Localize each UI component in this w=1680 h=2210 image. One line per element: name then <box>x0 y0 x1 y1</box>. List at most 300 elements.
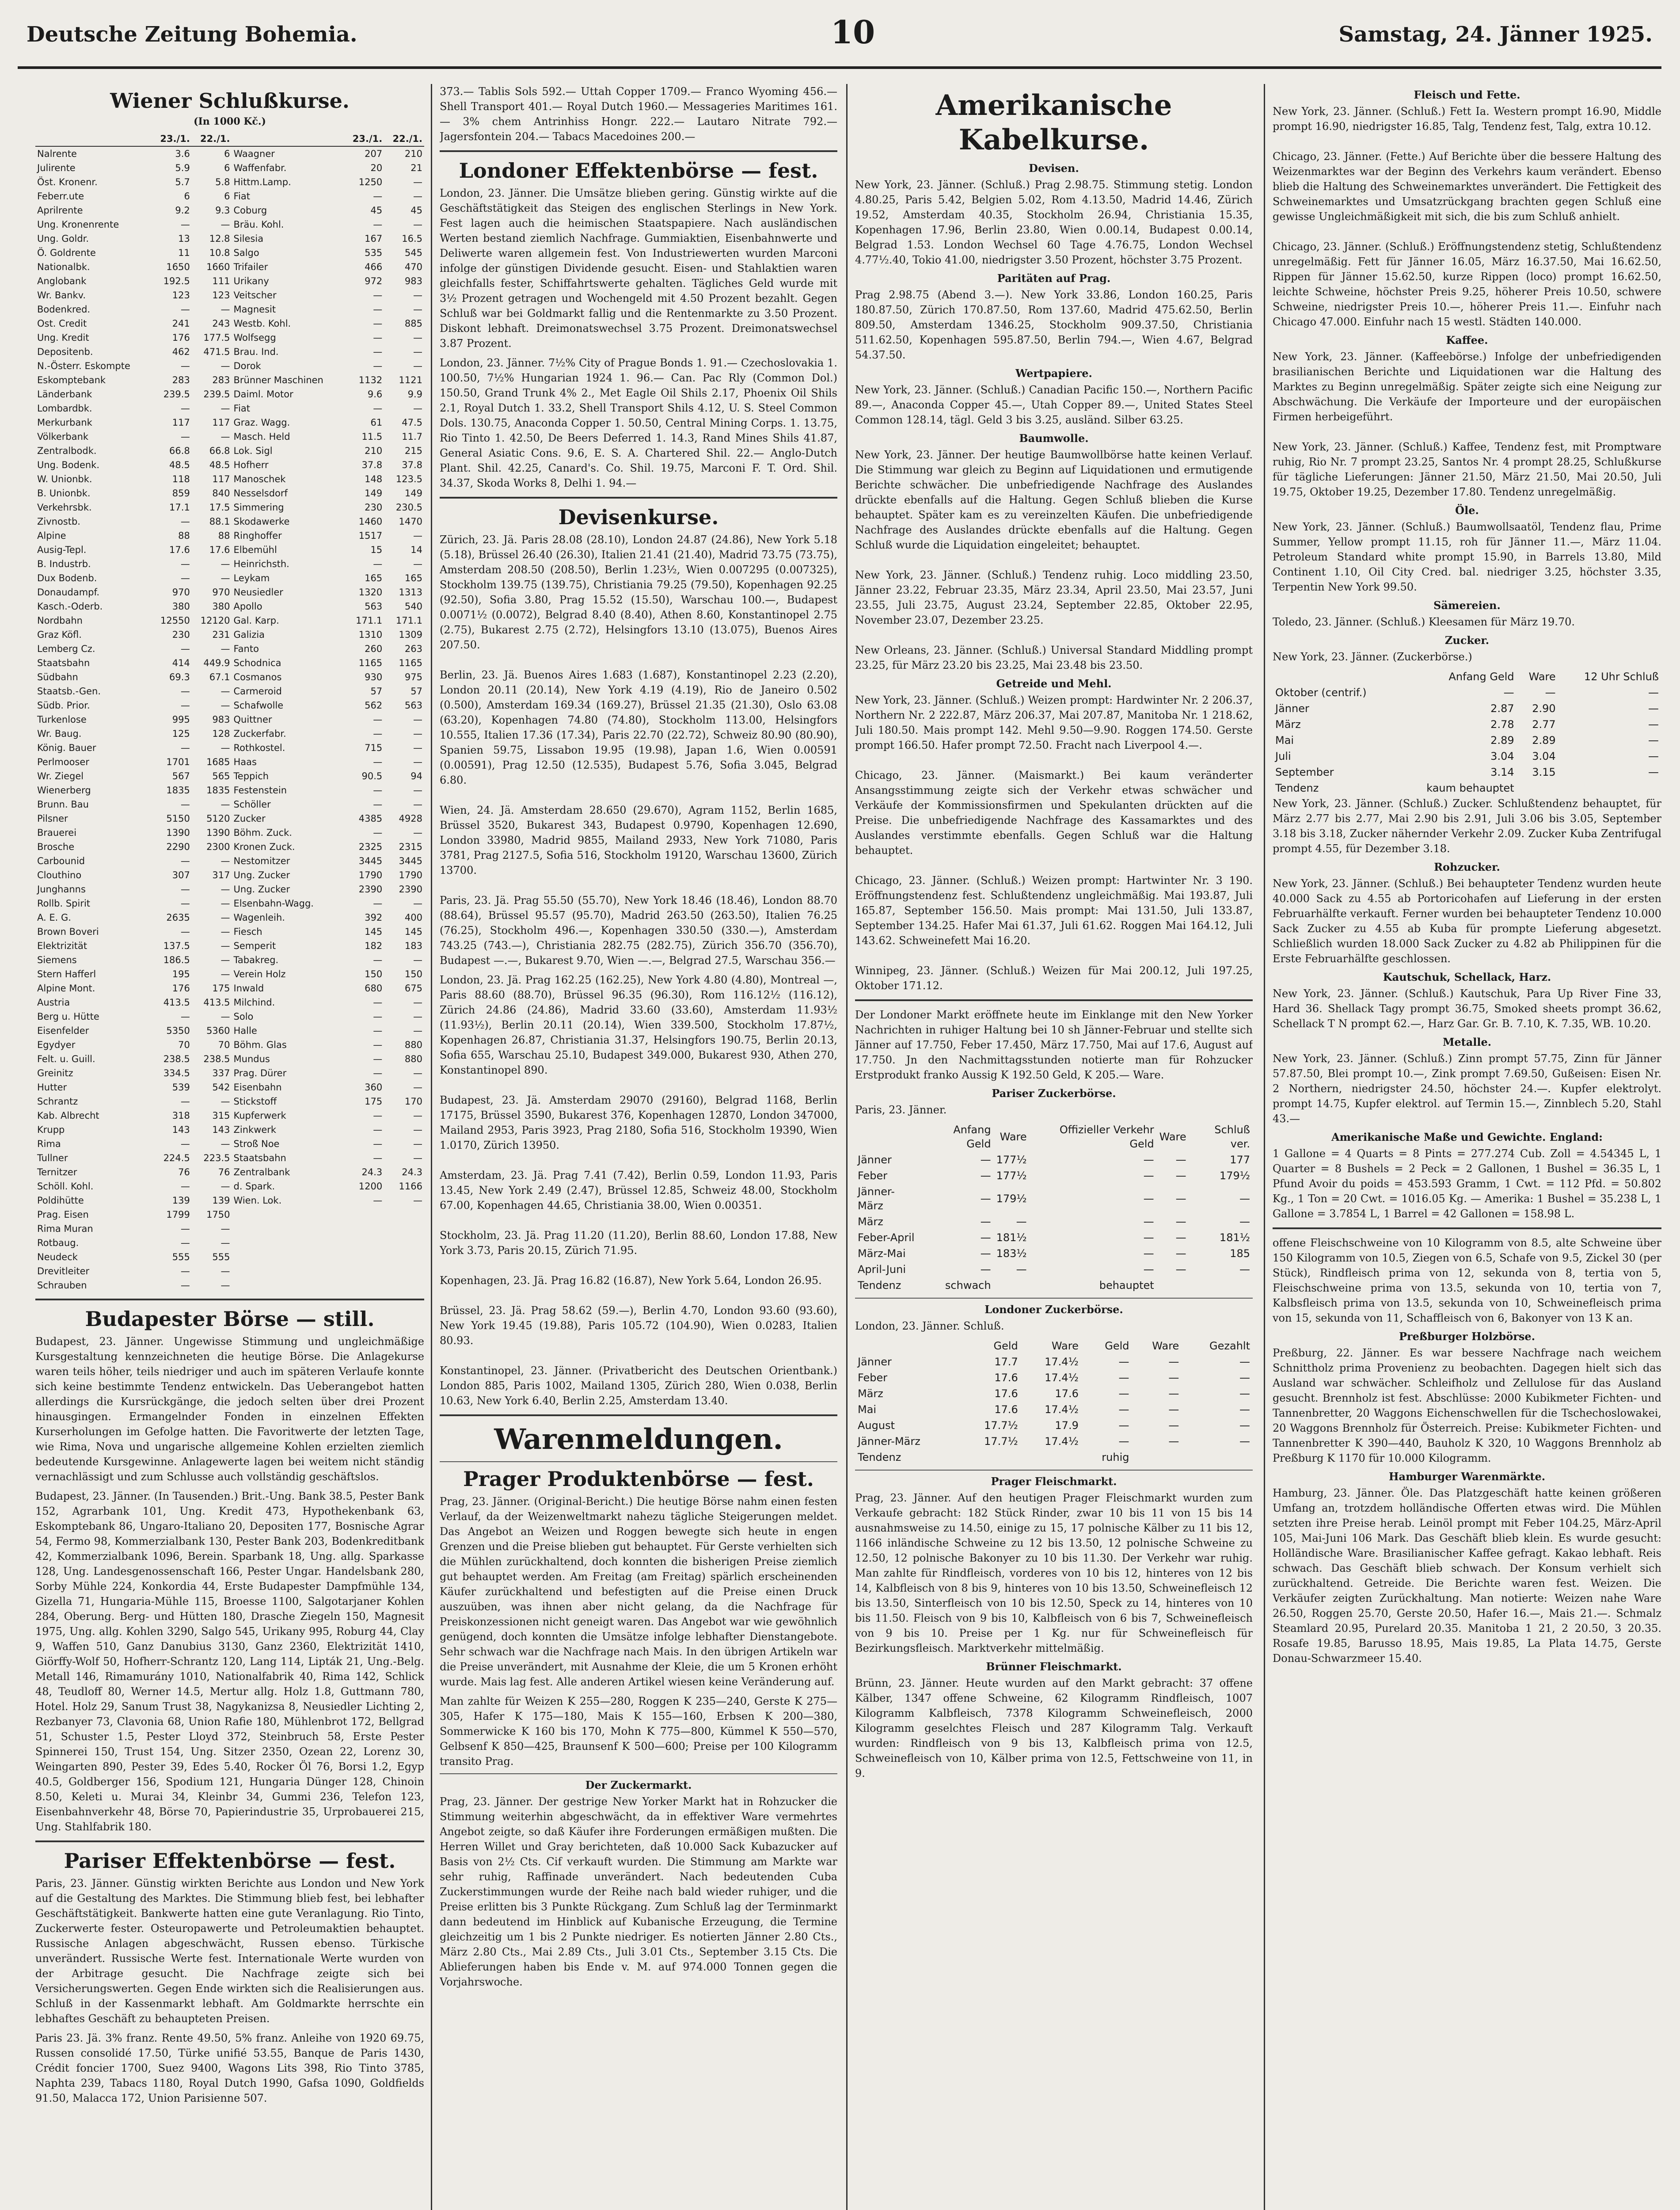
table-row <box>35 175 424 189</box>
table-cell <box>232 1250 344 1264</box>
table-cell: 6 <box>184 191 190 202</box>
table-row <box>35 1222 424 1236</box>
table-cell: Ung. Bodenk. <box>37 460 100 470</box>
table-cell: 170 <box>404 1096 422 1107</box>
table-cell: 239.5 <box>163 389 190 400</box>
table-cell: 1165 <box>358 658 383 668</box>
table-cell: ruhig <box>1102 1451 1129 1463</box>
table-cell: 9.3 <box>215 205 230 216</box>
table-cell: Zinkwerk <box>233 1124 277 1135</box>
fleisch-text: Prag, 23. Jänner. Auf den heutigen Prager Fleischmarkt wurden zum Verkaufe gebracht: 182 Stück Rinder, zwar 10 bis 11 von 15 bis 14 ausnahmsweise zu 14.50, einige zu 15, 17 polnische Kälber zu 11 bis 12, 1166 inländische Schweine zu 12 bis 13.50, 12 polnische Schweine zu 12.50, 12 polnische Bakonyer zu 10 bis 11.30. Der Verkehr war ruhig. Man zahlte für Rindfleisch, vorderes von 10 bis 12, hinteres von 12 bis 14, Kalbfleisch von 8 bis 9, hinteres von 10 bis 13.50, Schweinefleisch 12 bis 13.50, Sinterfleisch von 10 bis 12.50, Speck zu 14, hinteres von 10 bis 11.50. Fleisch von 9 bis 10, Kalbfleisch von 6 bis 7, Schweinefleisch von 9 bis 10. Preise per 1 Kg. nur für Schweinefleisch für Bezirkungsfleisch. Marktverkehr mittelmäßig. <box>855 1492 1253 1654</box>
table-cell: 177.5 <box>203 332 230 343</box>
table-cell <box>384 1278 424 1292</box>
table-row <box>35 868 424 882</box>
table-cell: 562 <box>365 700 383 711</box>
table-cell: Leykam <box>233 573 270 583</box>
table-cell: Lemberg Cz. <box>37 644 95 654</box>
table-cell <box>344 1250 384 1264</box>
table-cell: Ung. Goldr. <box>37 233 89 244</box>
table-cell: Waagner <box>233 149 275 159</box>
table-cell: 179½ <box>1219 1170 1250 1182</box>
table-row <box>855 1386 1253 1402</box>
table-row <box>35 741 424 755</box>
hamburg-head: Hamburger Warenmärkte. <box>1388 1470 1546 1483</box>
table-cell: — <box>1168 1403 1179 1416</box>
table-cell: A. E. G. <box>37 912 71 923</box>
amer-text-2: Prag 2.98.75 (Abend 3.—). New York 33.86, London 160.25, Paris 180.87.50, Zürich 170.87.50, Rom 137.60, Madrid 475.62.50, Berlin 809.50, Amsterdam 1346.25, Stockholm 909.37.50, Christiania 511.62.50, Kopenhagen 595.87.50, Berlin 794.—, Wien 4.67, Belgrad 54.37.50. <box>855 289 1253 361</box>
table-cell: 238.5 <box>163 1054 190 1064</box>
table-cell: Brown Boveri <box>37 926 99 937</box>
table-cell: Wolfsegg <box>233 332 276 343</box>
table-cell: 21 <box>410 163 422 173</box>
table-cell: — <box>220 969 230 979</box>
table-cell: — <box>220 1139 230 1149</box>
section-divider <box>440 1773 837 1774</box>
table-cell: — <box>373 1195 383 1206</box>
table-cell: Jänner-März <box>858 1435 920 1448</box>
table-cell: Staatsbahn <box>37 658 90 668</box>
table-cell: 47.5 <box>402 417 422 428</box>
table-cell: März <box>858 1216 883 1228</box>
table-cell: Nalrente <box>37 149 77 159</box>
table-row <box>35 1179 424 1193</box>
table-cell <box>1517 780 1558 796</box>
table-cell: — <box>413 177 422 187</box>
table-cell: N.-Österr. Eskompte <box>37 361 130 371</box>
table-cell: — <box>413 1082 422 1093</box>
table-cell: Carbounid <box>37 856 85 866</box>
table-row <box>1273 748 1661 764</box>
table-row <box>855 1433 1253 1449</box>
table-cell: Lok. Sigl <box>233 446 273 456</box>
table-cell: 970 <box>212 587 230 598</box>
table-cell: Ware <box>1051 1340 1079 1352</box>
table-cell: Offizieller Verkehr Geld <box>1059 1124 1154 1150</box>
table-cell: 5120 <box>206 813 230 824</box>
table-cell: 6 <box>224 149 230 159</box>
table-cell: 4928 <box>399 813 422 824</box>
table-cell: schwach <box>945 1279 991 1292</box>
table-row <box>35 642 424 656</box>
table-cell: Haas <box>233 757 257 767</box>
table-cell: Gezahlt <box>1209 1340 1250 1352</box>
ny-zucker-table <box>1273 669 1661 796</box>
table-cell: 15 <box>370 545 383 555</box>
table-row <box>35 345 424 359</box>
table-cell: — <box>180 219 190 230</box>
table-cell: — <box>1118 1372 1129 1384</box>
table-cell: September <box>1275 766 1334 778</box>
london-text-2: London, 23. Jänner. 7½% City of Prague Bonds 1. 91.— Czechoslovakia 1. 100.50, 7½% Hungarian 1924 1. 96.— Can. Pac Rly (Common Dol.) 150.50, Grand Trunk 4% 2., Met Eagle Oil Shils 2.17, Phoenix Oil Shils 2.1, Royal Dutch 1. 33.2, Shell Transport Shils 4.12, U. S. Steel Common Dols. 130.75, Anaconda Copper 1. 50.50, Central Mining Corps. 1. 13.75, Rio Tinto 1. 42.50, De Beers Deferred 1. 14.3, Rand Mines Shils 41.87, General Asiatic Cons. 9.6, E. S. A. Chartered Shil. 22.— Anglo-Dutch Plant. Shil. 42.25, Canard's. Co. Shil. 19.75, Marconi F. T. Ord. Shil. 34.37, Skoda Works 8, Delhi 1. 94.— <box>440 357 837 489</box>
table-cell: Ung. Zucker <box>233 870 290 880</box>
table-cell: — <box>1239 1403 1250 1416</box>
table-row <box>855 1449 1253 1465</box>
table-cell: Tabakreg. <box>233 955 279 965</box>
table-row <box>35 1208 424 1222</box>
devisen-text-1: Zürich, 23. Jä. Paris 28.08 (28.10), London 24.87 (24.86), New York 5.18 (5.18), Brüssel 26.40 (26.30), Italien 21.41 (21.40), Madrid 73.75 (73.75), Amsterdam 208.50 (208.50), Berlin 1.23½, Wien 0.007295 (0.007325), Stockholm 139.75 (139.75), Christiania 79.25 (79.50), Kopenhagen 92.25 (92.50), Sofia 3.80, Prag 15.52 (15.50), Warschau 100.—, Budapest 0.0071½ (0.0072), Belgrad 8.40 (8.40), Athen 8.60, Konstantinopel 2.75 (2.75), Bukarest 2.75 (2.72), Helsingfors 13.10 (13.075), Buenos Aires 207.50. Berlin, 23. Jä. Buenos Aires 1.683 (1.687), Konstantinopel 2.23 (2.20), London 20.11 (20.14), New York 4.19 (4.19), Rio de Janeiro 0.502 (0.500), Amsterdam 169.34 (169.27), Brüssel 21.35 (21.30), Oslo 63.08 (63.20), Kopenhagen 74.80 (74.80), Stockholm 113.00, Helsingfors 10.555, Italien 17.36 (17.34), Paris 22.70 (22.72), Schweiz 80.90 (80.90), Spanien 59.75, Lissabon 19.95 (19.98), Japan 1.6, Wien 0.00591 (0.00591), Prag 12.50 (12.535), Budapest 5.76, Sofia 3.045, Belgrad 6.80. Wien, 24. Jä. Amsterdam 28.650 (29.670), Agram 1152, Berlin 1685, Brüssel 3520, Bukarest 343, Budapest 0.9790, Kopenhagen 12.690, London 33980, Madrid 9855, Mailand 2933, New York 71080, Paris 3781, Prag 2127.5, Sofia 516, Stockholm 19120, Warschau 13600, Zürich 13700. Paris, 23. Jä. Prag 55.50 (55.70), New York 18.46 (18.46), London 88.70 (88.64), Brüssel 95.57 (95.70), Madrid 263.50 (263.50), Italien 76.25 (76.25), Stockholm 496.—, Kopenhagen 330.50 (330.—), Amsterdam 743.25 (743.—), Christiania 282.75 (282.75), Zürich 356.70 (356.70), Budapest —.—, Bukarest 9.70, Wien —.—, Belgrad 27.5, Warschau 356.— <box>440 533 837 967</box>
table-cell: 37.8 <box>402 460 422 470</box>
table-cell: — <box>373 361 383 371</box>
table-cell: 3.14 <box>1490 766 1514 778</box>
table-cell: Wr. Ziegel <box>37 771 84 781</box>
table-cell: 2390 <box>399 884 422 895</box>
table-cell: 210 <box>404 149 422 159</box>
table-cell: 2.77 <box>1532 718 1556 731</box>
table-cell: Wien. Lok. <box>233 1195 282 1206</box>
table-cell: 1132 <box>358 375 383 385</box>
table-cell: — <box>1239 1356 1250 1368</box>
table-cell: Tendenz <box>1275 782 1319 794</box>
table-cell: 470 <box>404 262 422 272</box>
table-cell: 2390 <box>358 884 383 895</box>
table-cell: Geld <box>993 1340 1018 1352</box>
table-row <box>35 472 424 486</box>
table-cell: — <box>180 644 190 654</box>
table-row <box>35 670 424 684</box>
table-row <box>35 854 424 868</box>
table-cell: 145 <box>365 926 383 937</box>
table-cell: — <box>180 743 190 753</box>
table-cell: Nesselsdorf <box>233 488 288 499</box>
table-cell: Alpine <box>37 530 66 541</box>
table-cell: 317 <box>212 870 230 880</box>
table-row <box>35 161 424 175</box>
table-cell: 57 <box>370 686 383 697</box>
table-cell: 983 <box>212 714 230 725</box>
table-cell: 145 <box>404 926 422 937</box>
table-cell: 337 <box>212 1068 230 1078</box>
table-cell: 1166 <box>399 1181 422 1192</box>
table-row <box>35 812 424 826</box>
table-cell: Schrantz <box>37 1096 78 1107</box>
table-row <box>35 500 424 514</box>
table-cell <box>232 132 344 146</box>
table-cell: 139 <box>172 1195 190 1206</box>
table-cell: Ternitzer <box>37 1167 77 1177</box>
table-cell: Brunn. Bau <box>37 799 89 810</box>
table-cell: König. Bauer <box>37 743 96 753</box>
table-cell: — <box>1239 1263 1250 1276</box>
table-cell: 165 <box>365 573 383 583</box>
table-cell: — <box>180 856 190 866</box>
table-cell: Ö. Goldrente <box>37 248 96 258</box>
table-row <box>35 995 424 1010</box>
table-cell: 2.89 <box>1532 734 1556 747</box>
table-cell: April-Juni <box>858 1263 906 1276</box>
table-row <box>35 797 424 812</box>
table-cell: Fiesch <box>233 926 262 937</box>
table-row <box>35 1250 424 1264</box>
table-cell: — <box>980 1231 991 1244</box>
table-cell: — <box>980 1216 991 1228</box>
table-cell: Stickstoff <box>233 1096 277 1107</box>
table-cell: Mai <box>1275 734 1294 747</box>
table-cell <box>344 1236 384 1250</box>
table-cell: 76 <box>218 1167 230 1177</box>
table-cell: 175 <box>365 1096 383 1107</box>
table-cell: — <box>220 912 230 923</box>
table-cell: 149 <box>365 488 383 499</box>
table-cell: — <box>373 955 383 965</box>
table-cell: — <box>220 898 230 909</box>
table-cell: 171.1 <box>395 615 422 626</box>
table-cell: — <box>220 1266 230 1276</box>
table-cell <box>384 1236 424 1250</box>
table-cell: Felt. u. Guill. <box>37 1054 95 1064</box>
table-cell: Festenstein <box>233 785 287 796</box>
prag-prod-text-1: Prag, 23. Jänner. (Original-Bericht.) Die heutige Börse nahm einen festen Verlauf, da der Weizenweltmarkt nahezu tägliche Steigerungen meldet. Das Angebot an Weizen und Roggen bewegte sich heute in engen Grenzen und die Preise blieben gut behauptet. Für Gerste verhielten sich die Mühlen zurückhaltend, doch konnten die bisherigen Preise ziemlich gut behauptet werden. Am Freitag (am Freitag) spärlich erscheinenden Käufer zurückhaltend und befestigten auf die Preise einen Druck auszuüben, was ihnen aber nicht gelang, da die Nachfrage für Preiskonzessionen nicht geneigt waren. Das Angebot war wie gewöhnlich genügend, doch konnten die Umsätze infolge lebhafter Dienstangebote. Sehr schwach war die Nachfrage nach Mais. In den übrigen Artikeln war die Preise unverändert, mit Ausnahme der Kleie, die um 5 Kronen erhöht wurde. Mais lag fest. Alle anderen Artikel wiesen keine Veränderung auf. <box>440 1495 837 1688</box>
table-cell: 12120 <box>200 615 230 626</box>
table-cell: — <box>373 347 383 357</box>
table-cell: 45 <box>370 205 383 216</box>
table-cell: Austria <box>37 997 70 1008</box>
issue-date: Samstag, 24. Jänner 1925. <box>1338 22 1653 47</box>
table-cell: 181½ <box>996 1231 1027 1244</box>
table-cell: — <box>220 573 230 583</box>
table-cell: Teppich <box>233 771 269 781</box>
table-cell: Jänner <box>1275 702 1309 715</box>
table-cell <box>855 1338 960 1354</box>
table-row <box>1273 701 1661 716</box>
table-row <box>35 840 424 854</box>
table-cell: Feber <box>858 1170 888 1182</box>
table-cell: 2.90 <box>1532 702 1556 715</box>
table-cell: — <box>180 1011 190 1022</box>
table-cell: Brauerei <box>37 827 77 838</box>
table-cell: Brünner Maschinen <box>233 375 323 385</box>
table-cell: — <box>1175 1263 1186 1276</box>
table-cell: Hittm.Lamp. <box>233 177 291 187</box>
table-cell: — <box>1168 1419 1179 1432</box>
table-cell: 167 <box>365 233 383 244</box>
table-cell <box>232 1264 344 1278</box>
table-row <box>35 359 424 373</box>
table-cell: — <box>413 1110 422 1121</box>
table-cell: 5.7 <box>175 177 190 187</box>
table-cell: 223.5 <box>203 1153 230 1163</box>
table-cell: 2300 <box>206 842 230 852</box>
table-cell: 22./1. <box>192 132 232 146</box>
table-row <box>35 939 424 953</box>
table-cell: Juli <box>1275 750 1291 762</box>
paritaeten-head: Paritäten auf Prag. <box>997 272 1111 285</box>
table-cell: 143 <box>212 1124 230 1135</box>
table-cell: 94 <box>410 771 422 781</box>
table-cell: — <box>180 700 190 711</box>
table-row <box>855 1277 1253 1293</box>
table-cell: Brau. Ind. <box>233 347 279 357</box>
table-cell: Wienerberg <box>37 785 91 796</box>
table-row <box>1273 764 1661 780</box>
table-cell: Bräu. Kohl. <box>233 219 284 230</box>
column-2 <box>440 84 837 2210</box>
table-row <box>855 1230 1253 1246</box>
table-cell: 567 <box>172 771 190 781</box>
table-cell: 2290 <box>166 842 190 852</box>
table-cell: 17.6 <box>1055 1387 1079 1400</box>
table-cell: 1460 <box>358 516 383 527</box>
table-cell: 5.8 <box>215 177 230 187</box>
table-row <box>35 1052 424 1066</box>
table-cell: 66.8 <box>169 446 190 456</box>
zucker-text: New York, 23. Jänner. (Schluß.) Zucker. Schlußtendenz behauptet, für März 2.77 bis 2.77, Mai 2.90 bis 2.91, Juli 3.06 bis 3.05, September 3.18 bis 3.18, Zucker nähernder Verkehr 2.09. Zucker Kuba Zentrifugal prompt 4.55, für Dezember 3.18. <box>1273 797 1661 855</box>
budapest-title: Budapester Börse — still. <box>85 1307 375 1331</box>
table-cell: 177½ <box>996 1170 1027 1182</box>
table-cell: Skodawerke <box>233 516 290 527</box>
table-cell <box>1273 669 1397 685</box>
table-cell: behauptet <box>1099 1279 1154 1292</box>
wertpapiere-head: Wertpapiere. <box>1015 367 1092 380</box>
table-cell: August <box>858 1419 895 1432</box>
table-row <box>35 783 424 797</box>
table-cell: — <box>373 785 383 796</box>
table-cell: 185 <box>1230 1247 1250 1260</box>
table-cell: Jänner <box>858 1154 892 1166</box>
column-3 <box>855 84 1253 2210</box>
table-cell: Ringhoffer <box>233 530 282 541</box>
table-cell: — <box>413 403 422 414</box>
table-row <box>35 1137 424 1151</box>
prag-prod-text-2: Man zahlte für Weizen K 255—280, Roggen K 235—240, Gerste K 275—305, Hafer K 175—180, Mais K 155—160, Erbsen K 200—380, Sommerwicke K 160 bis 170, Mohn K 775—800, Kümmel K 550—570, Gelbsenf K 850—425, Braunsenf K 500—600; Preise per 100 Kilogramm transito Prag. <box>440 1695 837 1768</box>
table-cell: — <box>220 1238 230 1248</box>
table-cell: — <box>1143 1170 1154 1182</box>
table-cell: — <box>180 1280 190 1291</box>
table-cell: Feber-April <box>858 1231 915 1244</box>
table-cell: 176 <box>172 332 190 343</box>
table-cell: — <box>413 1195 422 1206</box>
table-cell: Eskomptebank <box>37 375 106 385</box>
table-row <box>1273 716 1661 732</box>
table-cell: — <box>180 1238 190 1248</box>
table-cell: Anfang Geld <box>953 1124 991 1150</box>
table-cell: 2315 <box>399 842 422 852</box>
table-cell: Tullner <box>37 1153 68 1163</box>
section-divider <box>440 1461 837 1462</box>
table-cell: — <box>373 1054 383 1064</box>
table-cell: 12.8 <box>209 233 230 244</box>
table-cell: 17.9 <box>1055 1419 1079 1432</box>
table-cell: 466 <box>365 262 383 272</box>
table-cell: — <box>220 559 230 569</box>
section-divider <box>855 1298 1253 1299</box>
table-cell: — <box>180 403 190 414</box>
table-cell: — <box>373 219 383 230</box>
table-cell: 1835 <box>166 785 190 796</box>
table-cell: Oktober (centrif.) <box>1275 686 1367 699</box>
table-cell: Nordbahn <box>37 615 83 626</box>
table-cell: — <box>413 530 422 541</box>
table-cell: 1320 <box>358 587 383 598</box>
table-cell: 231 <box>212 629 230 640</box>
table-cell: 315 <box>212 1110 230 1121</box>
baumwolle-head: Baumwolle. <box>1019 432 1089 445</box>
table-cell: — <box>413 304 422 315</box>
table-cell: 539 <box>172 1082 190 1093</box>
table-cell: — <box>413 219 422 230</box>
table-cell: 125 <box>172 728 190 739</box>
table-cell: 17.7½ <box>984 1419 1018 1432</box>
table-row <box>35 1165 424 1179</box>
table-cell: — <box>1168 1372 1179 1384</box>
table-row <box>35 444 424 458</box>
table-cell: Ung. Kronenrente <box>37 219 119 230</box>
table-cell: — <box>413 1011 422 1022</box>
table-cell: Prag. Dürer <box>233 1068 287 1078</box>
table-cell: 90.5 <box>361 771 383 781</box>
table-cell: 1313 <box>399 587 422 598</box>
table-cell: 540 <box>404 601 422 612</box>
table-cell: 1250 <box>358 177 383 187</box>
table-cell: 183 <box>404 941 422 951</box>
bruenner-head: Brünner Fleischmarkt. <box>986 1660 1122 1673</box>
table-cell: — <box>220 856 230 866</box>
london-text-1: London, 23. Jänner. Die Umsätze blieben gering. Günstig wirkte auf die Geschäftstätigkeit das Steigen des englischen Sterlings in New York. Fest lagen auch die heimischen Staatspapiere. Nach ausländischen Werten bestand ziemlich Nachfrage. Gummiaktien, Eisenbahnwerte und Deliwerte waren allgemein fest. Von Industriewerten wurden Marconi infolge der günstigen Dividende gesucht. Eisen- und Stahlaktien waren gleichfalls fester, Schiffahrtswerte gehalten. Tägliches Geld wurde mit 3½ Prozent getragen und Wochengeld mit 4.50 Prozent bezahlt. Gegen Schluß war bei Goldmarkt fallig und die Rentenmarkte zu 3.50 Prozent. Diskont lebhaft. Dreimonatswechsel 3.75 Prozent. Dreimonatswechsel 3.87 Prozent. <box>440 187 837 350</box>
table-cell: Merkurbank <box>37 417 92 428</box>
table-row <box>35 1123 424 1137</box>
table-cell: — <box>373 1110 383 1121</box>
table-cell: 680 <box>365 983 383 994</box>
table-row <box>855 1370 1253 1386</box>
table-cell: Inwald <box>233 983 264 994</box>
rohzucker-head: Rohzucker. <box>1434 861 1500 873</box>
table-cell: 17.4½ <box>1045 1356 1079 1368</box>
table-cell: 995 <box>172 714 190 725</box>
table-cell: 1650 <box>166 262 190 272</box>
table-cell: Galizia <box>233 629 265 640</box>
table-header-row <box>855 1338 1253 1354</box>
table-cell: 239.5 <box>203 389 230 400</box>
table-cell: — <box>220 403 230 414</box>
table-cell: 177 <box>1230 1154 1250 1166</box>
table-cell: 975 <box>404 672 422 682</box>
table-cell: Waffenfabr. <box>233 163 287 173</box>
table-cell: Hofherr <box>233 460 269 470</box>
table-cell: — <box>220 955 230 965</box>
table-cell: — <box>1168 1387 1179 1400</box>
table-cell: — <box>1168 1356 1179 1368</box>
wiener-quotes-table <box>35 132 424 1292</box>
table-row <box>35 415 424 430</box>
table-cell: — <box>373 757 383 767</box>
table-cell: 9.9 <box>407 389 422 400</box>
table-cell: — <box>220 1096 230 1107</box>
table-row <box>35 981 424 995</box>
table-cell: 1470 <box>399 516 422 527</box>
table-cell: — <box>1648 702 1659 715</box>
table-cell: 334.5 <box>163 1068 190 1078</box>
table-cell: Semperit <box>233 941 276 951</box>
table-row <box>35 911 424 925</box>
table-cell: 1517 <box>358 530 383 541</box>
wiener-title: Wiener Schlußkurse. <box>110 89 350 113</box>
table-cell: Westb. Kohl. <box>233 318 291 329</box>
table-cell: kaum behauptet <box>1426 782 1514 794</box>
table-cell: 118 <box>172 474 190 484</box>
table-cell: Krupp <box>37 1124 65 1135</box>
table-cell: 5360 <box>206 1025 230 1036</box>
table-row <box>35 925 424 939</box>
paris-text-2: Paris 23. Jä. 3% franz. Rente 49.50, 5% franz. Anleihe von 1920 69.75, Russen consolidé 17.50, Türke unifié 53.55, Banque de Paris 1430, Crédit foncier 1700, Suez 9400, Wagons Lits 398, Rio Tinto 3785, Naphta 239, Tabacs 1180, Royal Dutch 1990, Gafsa 1090, Goldfields 91.50, Malacca 172, Union Parisienne 507. <box>35 2032 424 2104</box>
column-1 <box>35 84 424 2210</box>
table-cell: 176 <box>172 983 190 994</box>
table-cell: — <box>413 827 422 838</box>
table-cell: 2.78 <box>1490 718 1514 731</box>
table-cell: 88 <box>178 530 190 541</box>
table-cell: 840 <box>212 488 230 499</box>
metalle-text: New York, 23. Jänner. (Schluß.) Zinn prompt 57.75, Zinn für Jänner 57.87.50, Blei prompt 10.—, Zink prompt 7.69.50, Gußeisen: Eisen Nr. 2 Northern, niedrigster 24.50, höchster 24.—. Kupfer elektrolyt. prompt 14.75, Kupfer elektrol. auf Termin 15.—, Zinnblech 5.20, Stahl 43.— <box>1273 1052 1661 1125</box>
table-cell: Zentralbodk. <box>37 446 97 456</box>
table-cell: Kab. Albrecht <box>37 1110 99 1121</box>
